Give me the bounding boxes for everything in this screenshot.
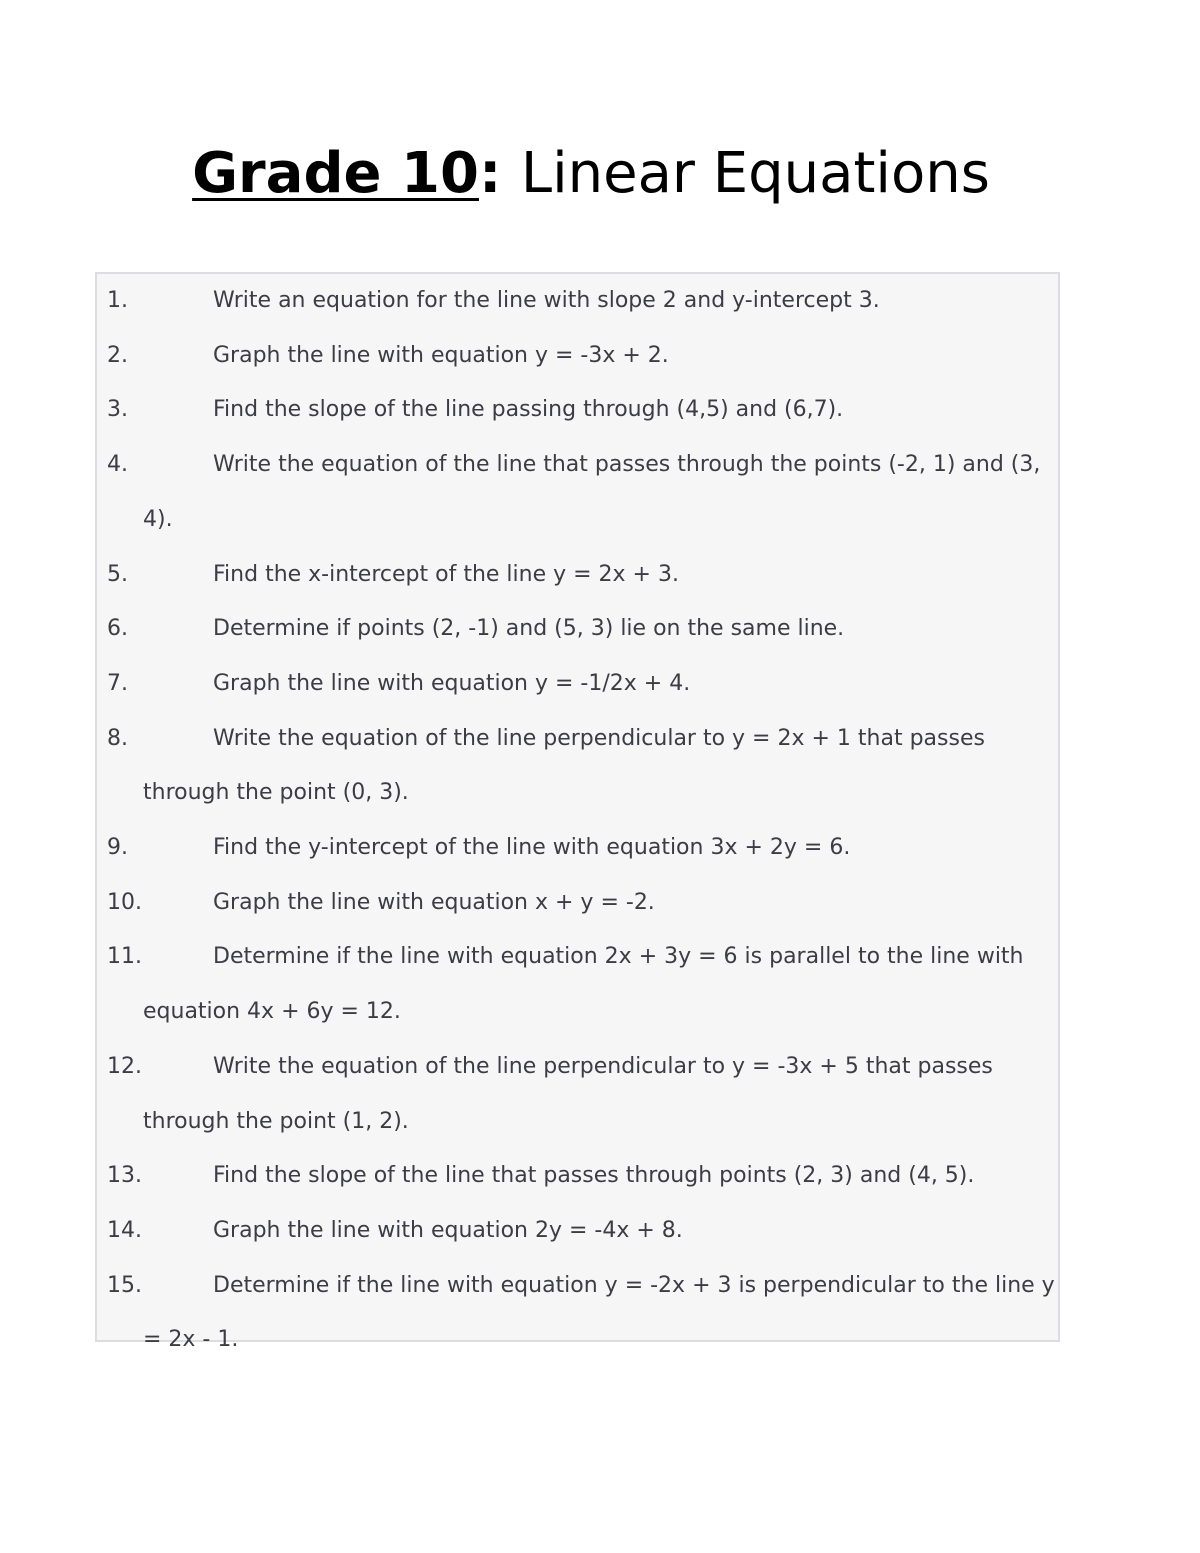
question-item-2	[97, 329, 1058, 384]
title-subject: Linear Equations	[520, 141, 990, 206]
question-item-14	[97, 1204, 1058, 1259]
question-number: 15.	[107, 1272, 142, 1298]
question-number: 5.	[107, 561, 128, 587]
question-number: 9.	[107, 835, 128, 861]
question-list	[97, 274, 1058, 1368]
question-text: Find the slope of the line passing through (4,5) and (6,7).	[213, 397, 844, 423]
question-item-8	[97, 712, 1058, 821]
question-item-1	[97, 274, 1058, 329]
question-number: 8.	[107, 725, 128, 751]
question-number: 6.	[107, 616, 128, 642]
question-text: Graph the line with equation 2y = -4x + 8.	[213, 1217, 683, 1243]
question-item-15	[97, 1259, 1058, 1368]
question-item-13	[97, 1149, 1058, 1204]
question-item-7	[97, 657, 1058, 712]
question-item-3	[97, 383, 1058, 438]
question-item-10	[97, 876, 1058, 931]
question-text: Write the equation of the line perpendicular to y = 2x + 1 that passes through the point (0, 3).	[143, 725, 985, 806]
question-number: 1.	[107, 288, 128, 313]
question-text: Find the slope of the line that passes through points (2, 3) and (4, 5).	[213, 1163, 975, 1189]
question-number: 14.	[107, 1217, 142, 1243]
question-text: Find the x-intercept of the line y = 2x + 3.	[213, 561, 679, 587]
title-colon: :	[478, 141, 502, 206]
question-item-4	[97, 438, 1058, 547]
question-text: Graph the line with equation x + y = -2.	[213, 889, 655, 915]
question-text: Graph the line with equation y = -3x + 2.	[213, 342, 669, 368]
question-text: Determine if the line with equation y = -2x + 3 is perpendicular to the line y = 2x - 1.	[143, 1272, 1055, 1353]
question-text: Find the y-intercept of the line with equation 3x + 2y = 6.	[213, 835, 851, 861]
title-grade: Grade 10	[192, 141, 479, 206]
question-number: 2.	[107, 342, 128, 368]
question-item-9	[97, 821, 1058, 876]
question-number: 12.	[107, 1053, 142, 1079]
question-number: 11.	[107, 944, 142, 970]
question-text: Determine if points (2, -1) and (5, 3) lie on the same line.	[213, 616, 845, 642]
question-text: Graph the line with equation y = -1/2x + 4.	[213, 670, 691, 696]
page-title	[0, 138, 1182, 210]
question-text: Determine if the line with equation 2x + 3y = 6 is parallel to the line with equation 4x + 6y = 12.	[143, 944, 1024, 1025]
question-number: 13.	[107, 1163, 142, 1189]
question-item-11	[97, 930, 1058, 1039]
question-number: 7.	[107, 670, 128, 696]
question-item-6	[97, 602, 1058, 657]
question-number: 4.	[107, 452, 128, 478]
question-item-5	[97, 548, 1058, 603]
questions-box	[95, 272, 1060, 1353]
question-text: Write the equation of the line perpendicular to y = -3x + 5 that passes through the point (1, 2).	[143, 1053, 993, 1134]
question-text: Write an equation for the line with slope 2 and y-intercept 3.	[213, 288, 880, 313]
question-text: Write the equation of the line that passes through the points (-2, 1) and (3, 4).	[143, 452, 1041, 532]
question-number: 3.	[107, 397, 128, 423]
question-number: 10.	[107, 889, 142, 915]
question-item-12	[97, 1040, 1058, 1149]
